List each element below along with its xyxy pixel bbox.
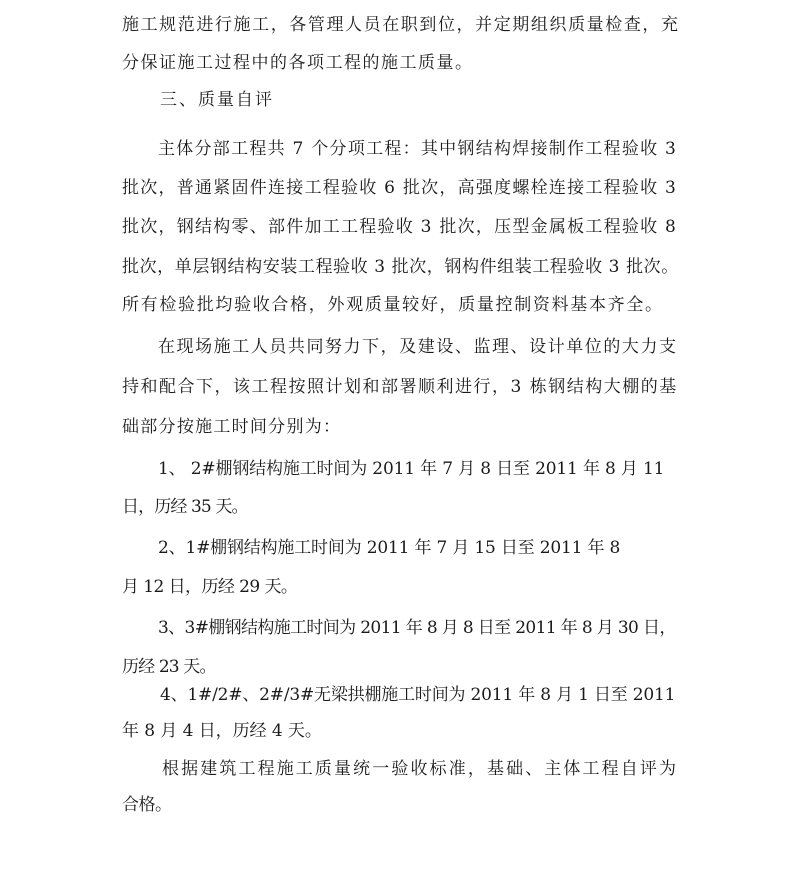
list-item: 4、1#/2#、2#/3#无梁拱棚施工时间为 2011 年 8 月 1 日至 2011	[160, 685, 676, 705]
text-line: 主体分部工程共 7 个分项工程：其中钢结构焊接制作工程验收 3	[158, 139, 678, 159]
text-line: 分保证施工过程中的各项工程的施工质量。	[122, 53, 474, 73]
list-item-continuation: 月 12 日，历经 29 天。	[122, 577, 298, 597]
text-line: 所有检验批均验收合格，外观质量较好，质量控制资料基本齐全。	[122, 295, 664, 315]
list-item-continuation: 日，历经 35 天。	[122, 497, 248, 517]
list-item: 3、3#棚钢结构施工时间为 2011 年 8 月 8 日至 2011 年 8 月 30 日，	[158, 618, 676, 638]
text-line: 批次，普通紧固件连接工程验收 6 批次，高强度螺栓连接工程验收 3	[122, 178, 678, 198]
text-line: 根据建筑工程施工质量统一验收标准，基础、主体工程自评为	[162, 759, 679, 779]
text-line: 施工规范进行施工，各管理人员在职到位，并定期组织质量检查，充	[122, 15, 680, 35]
section-heading: 三、质量自评	[160, 90, 274, 110]
text-line: 在现场施工人员共同努力下，及建设、监理、设计单位的大力支	[158, 337, 678, 357]
list-item-continuation: 历经 23 天。	[122, 657, 216, 677]
list-item: 1、 2#棚钢结构施工时间为 2011 年 7 月 8 日至 2011 年 8 月 11	[158, 459, 665, 479]
text-line: 础部分按施工时间分别为：	[122, 417, 342, 437]
list-item-continuation: 年 8 月 4 日，历经 4 天。	[122, 721, 322, 741]
text-line: 批次，单层钢结构安装工程验收 3 批次，钢构件组装工程验收 3 批次。	[122, 257, 679, 277]
text-line: 合格。	[122, 795, 172, 815]
list-item: 2、1#棚钢结构施工时间为 2011 年 7 月 15 日至 2011 年 8	[158, 538, 621, 558]
text-line: 持和配合下，该工程按照计划和部署顺利进行，3 栋钢结构大棚的基	[122, 377, 678, 397]
text-line: 批次，钢结构零、部件加工工程验收 3 批次，压型金属板工程验收 8	[122, 217, 678, 237]
